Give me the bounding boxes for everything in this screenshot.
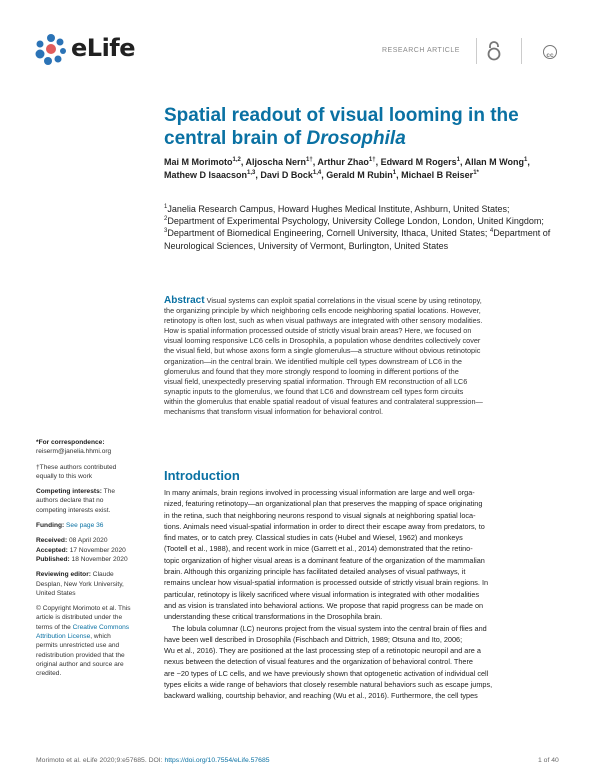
- abstract-line-text: the organizing principle by which neighboring cells encode neighboring spatial locations. However,: [164, 306, 481, 316]
- author-list: Mai M Morimoto$^{1,2}$, Aljoscha Nern$^{1\dagger}$, Arthur Zhao$^{1\dagger}$, Edward M Rogers$^1$, Allan M Wong$^1$, Mathew D Isaacson$^{1,3}$, Davi D Bock$^{1,4}$, Gerald M Rubin$^1$, Michael B Reiser$^{1*}$: [164, 157, 530, 180]
- published-label: Published:: [36, 555, 70, 563]
- author-sup: 1,4: [312, 170, 322, 176]
- copyright-line-7: original author and source are: [36, 660, 124, 668]
- intro-line: find mates, or to catch prey. Classical studies in cats (Hubel and Wiesel, 1962) and monkeys: [164, 533, 463, 543]
- author-sup: 1,2: [232, 157, 241, 163]
- equal-contribution-note-2: equally to this work: [36, 472, 93, 480]
- article-type: RESEARCH ARTICLE: [382, 47, 460, 54]
- accepted-label: Accepted:: [36, 546, 68, 554]
- author[interactable]: Mai M Morimoto: [164, 157, 233, 167]
- intro-line: nexus between the detection of visual features and the organization of behavioral control. There: [164, 657, 473, 667]
- competing-text-3: competing interests exist.: [36, 506, 111, 514]
- copyright-line-8: credited.: [36, 670, 62, 678]
- competing-interests: [36, 487, 156, 496]
- intro-line: Wu et al., 2016). They are positioned at the last processing step of a retinotopic neuropil and are a: [164, 646, 481, 656]
- intro-line: remains unclear how visual-spatial information is processed outside of strictly visual brain regions. In: [164, 578, 489, 588]
- copyright-line-5: permits unrestricted use and: [36, 642, 120, 650]
- elife-logo-icon: [34, 32, 68, 66]
- author[interactable]: Edward M Rogers: [380, 157, 457, 167]
- abstract-line-text: synaptic inputs to the glomerulus, we found that LC6 and downstream cell types form circuits: [164, 386, 464, 396]
- abstract-line: [164, 296, 574, 306]
- equal-contribution-note-1: †These authors contributed: [36, 463, 117, 471]
- author-sup: 1†: [306, 157, 313, 163]
- reviewing-text-1: Claude: [90, 571, 114, 579]
- intro-line: have been well described in Drosophila (Fischbach and Dittrich, 1989; Otsuna and Ito, 2006;: [164, 634, 463, 644]
- correspondence-label: *For correspondence:: [36, 439, 105, 446]
- affiliation-sup: 1: [164, 204, 168, 210]
- abstract-heading: Abstract: [164, 295, 205, 306]
- abstract-line: [164, 377, 574, 387]
- creative-commons-icon[interactable]: [543, 45, 557, 59]
- article-title: [164, 104, 564, 150]
- abstract-line-text: How is spatial information processed outside of strictly visual brain areas? Here, we focused on: [164, 326, 472, 336]
- intro-line: and as vision is translated into behavioral actions. We propose that rapid progress can be made on: [164, 600, 484, 610]
- received-date: 08 April 2020: [67, 537, 108, 545]
- abstract-line: [164, 357, 574, 367]
- correspondence-email[interactable]: reiserm@janelia.hhmi.org: [36, 448, 112, 456]
- title-line-2: [164, 127, 564, 150]
- reviewing-editor: [36, 570, 156, 579]
- intro-line: types elicits a wide range of behaviors that closely resemble natural behaviors such as escape jumps,: [164, 680, 493, 690]
- abstract-line-text: glomerulus and found that they more strongly respond to looming in different portions of the: [164, 366, 459, 376]
- intro-line: particular, retinotopy is likely sacrificed where visual information is integrated with other modalities: [164, 589, 480, 599]
- abstract-line: [164, 316, 574, 326]
- sidebar: [36, 438, 156, 679]
- funding-link[interactable]: See page 36: [64, 522, 104, 530]
- abstract: [164, 296, 574, 417]
- abstract-line-text: organization—in the central brain. We identified multiple cell types downstream of LC6 in the: [164, 356, 462, 366]
- abstract-line: [164, 346, 574, 356]
- author[interactable]: Davi D Bock: [260, 170, 313, 180]
- title-italic: Drosophila: [306, 128, 406, 149]
- copyright-line-6: redistribution provided that the: [36, 651, 125, 659]
- abstract-line-text: the visual field, but whose axons form a single glomerulus—a structure without obvious retinotopic: [164, 346, 481, 356]
- affiliation-sup: 2: [164, 216, 168, 223]
- elife-logo[interactable]: [34, 32, 154, 66]
- abstract-line-text: visual looming responsive LC6 cells in Drosophila, a population whose dendrites collectively cover: [164, 336, 481, 346]
- intro-line: (Tootell et al., 1988), and recent work in mice (Garrett et al., 2014) demonstrated that the retino-: [164, 544, 473, 554]
- affiliation: Janelia Research Campus, Howard Hughes Medical Institute, Ashburn, United States;: [167, 204, 510, 214]
- abstract-line: [164, 306, 574, 316]
- footer-doi-link[interactable]: https://doi.org/10.7554/eLife.57685: [164, 757, 270, 764]
- intro-line: nized, featuring retinotopy—an organizational plan that preserves the mapping of space originating: [164, 499, 483, 509]
- affiliation: Department of Experimental Psychology, University College London, London, United Kingdom;: [167, 216, 544, 227]
- intro-line: topic organization of higher visual areas is a dominant feature of the organization of the mammalian: [164, 555, 485, 565]
- author[interactable]: Arthur Zhao: [317, 157, 369, 167]
- intro-line: understanding these critical transformations in the Drosophila brain.: [164, 612, 383, 622]
- published: [36, 555, 156, 564]
- elife-logo-text: eLife: [71, 34, 136, 62]
- author-sup: 1,3: [247, 170, 256, 176]
- competing-label: Competing interests:: [36, 488, 102, 496]
- abstract-line-text: Visual systems can exploit spatial correlations in the visual scene by using retinotopy,: [204, 296, 482, 305]
- copyright-line-2: article is distributed under the: [36, 614, 123, 622]
- copyright-which: , which: [90, 633, 111, 641]
- abstract-line-text: mechanisms that transform visual information for behavioral control.: [164, 407, 383, 417]
- affiliations: [164, 203, 556, 252]
- title-line-2-plain: central brain of: [164, 128, 307, 149]
- affiliation-sup: 4: [489, 228, 494, 235]
- abstract-line: [164, 387, 574, 397]
- abstract-line-text: retinotopy is often lost, such as when visual pathways are integrated with other sensory modalities.: [164, 316, 483, 326]
- abstract-line: [164, 336, 574, 346]
- author[interactable]: Aljoscha Nern: [245, 157, 307, 167]
- header-divider-2: [521, 38, 522, 64]
- abstract-line-text: visual field, unexpectedly preserving spatial information. Through EM reconstruction of all LC6: [164, 376, 468, 386]
- author-sup: 1: [456, 157, 460, 163]
- affiliation: Department of Biomedical Engineering, Cornell University, Ithaca, United States;: [167, 228, 490, 239]
- open-access-icon[interactable]: [487, 40, 501, 62]
- author[interactable]: Mathew D Isaacson: [164, 170, 248, 180]
- affiliation: Department of Neurological Sciences, University of Vermont, Burlington, United States: [164, 228, 551, 251]
- author-sup: 1: [392, 170, 397, 176]
- copyright-line-1: © Copyright Morimoto et al. This: [36, 605, 131, 613]
- competing-text-2: authors declare that no: [36, 497, 104, 505]
- intro-line: are ~20 types of LC cells, and we have previously shown that optogenetic activation of individual cell: [164, 668, 489, 678]
- copyright-line-3: [36, 623, 156, 632]
- intro-line: The lobula columnar (LC) neurons project from the visual system into the central brain of flies and: [164, 623, 487, 633]
- funding-label: Funding:: [36, 522, 65, 530]
- copyright-line-4: [36, 632, 156, 641]
- author-sup: 1: [523, 157, 528, 163]
- reviewing-text-2: Desplan, New York University,: [36, 580, 124, 588]
- abstract-line: [164, 367, 574, 377]
- funding: [36, 521, 156, 530]
- author[interactable]: Allan M Wong: [464, 157, 524, 167]
- header-divider-1: [476, 38, 477, 64]
- author[interactable]: Michael B Reiser: [401, 170, 474, 180]
- intro-line: brain. Although this organizing principle has facilitated detailed analyses of visual pathways, it: [164, 567, 466, 577]
- received: [36, 536, 156, 545]
- abstract-line: [164, 397, 574, 407]
- author-sup: 1†: [368, 157, 376, 163]
- intro-line: backward walking, courtship behavior, and reaching (Wu et al., 2016). Furthermore, the cell types: [164, 691, 478, 701]
- intro-line: In many animals, brain regions involved in processing visual information are large and well orga-: [164, 488, 475, 497]
- copyright-terms: terms of the: [36, 623, 73, 631]
- affiliation-sup: 3: [164, 228, 168, 235]
- introduction-heading: Introduction: [164, 468, 240, 483]
- attribution-license-link[interactable]: Attribution License: [36, 633, 91, 641]
- received-label: Received:: [36, 537, 68, 545]
- abstract-line: [164, 326, 574, 336]
- abstract-line-text: within the glomerulus that enable spatial readout of visual features and contralateral suppression—: [164, 396, 483, 406]
- footer-page-number: 1 of 40: [538, 757, 559, 764]
- footer-citation-text: Morimoto et al. eLife 2020;9:e57685. DOI:: [36, 757, 165, 764]
- author[interactable]: Gerald M Rubin: [326, 170, 393, 180]
- accepted-date: 17 November 2020: [67, 546, 126, 554]
- cc-label: cc: [546, 52, 554, 59]
- author-sup: 1*: [473, 170, 479, 176]
- competing-text-1: The: [101, 488, 116, 496]
- reviewing-label: Reviewing editor:: [36, 571, 91, 579]
- introduction-body: [164, 487, 574, 702]
- accepted: [36, 546, 156, 555]
- abstract-line: [164, 407, 574, 417]
- footer-citation: [36, 757, 270, 764]
- published-date: 18 November 2020: [69, 555, 128, 563]
- title-line-1: Spatial readout of visual looming in the: [164, 105, 519, 126]
- intro-line: in the retina, such that neighboring neurons respond to visual signals at neighboring spatial loca-: [164, 510, 476, 520]
- reviewing-text-3: United States: [36, 589, 76, 597]
- cc-license-link[interactable]: Creative Commons: [72, 623, 130, 631]
- intro-line: tions. Animals need visual-spatial information in order to direct their escape away from predators, to: [164, 521, 485, 531]
